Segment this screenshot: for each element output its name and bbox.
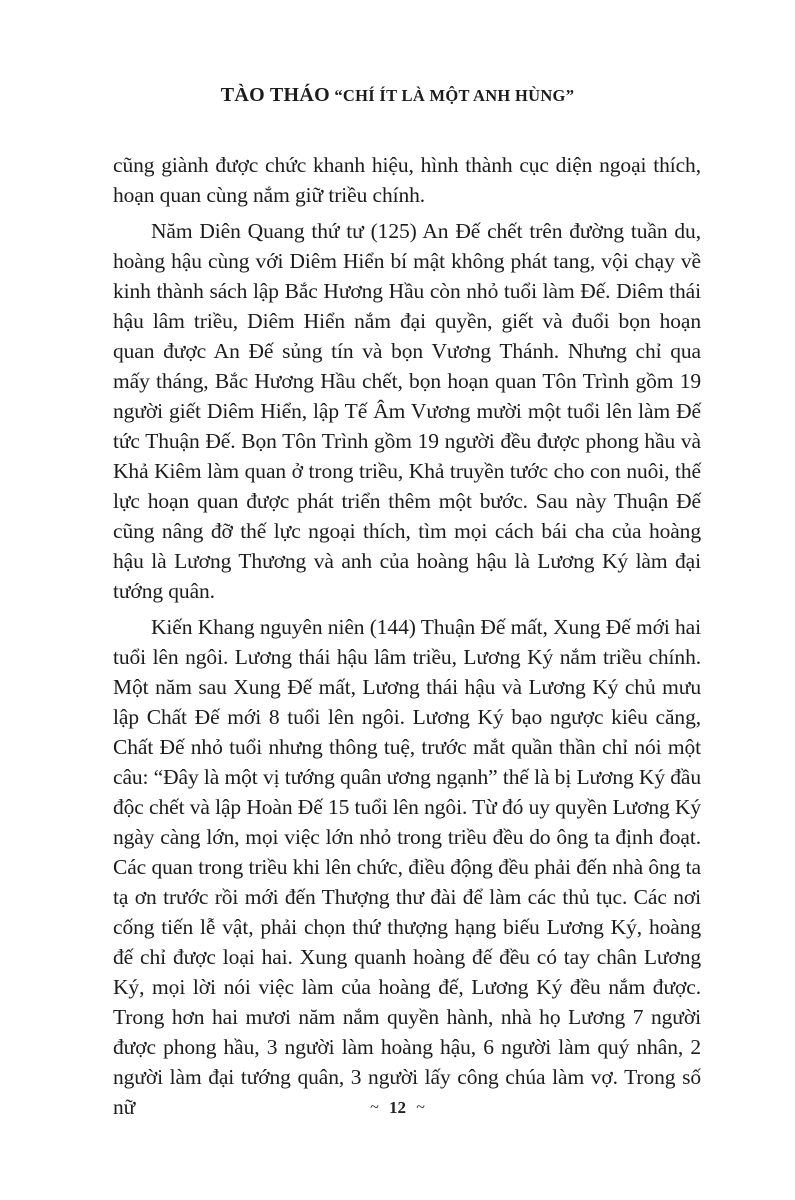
footer-left-tilde: ~: [370, 1099, 379, 1116]
page-footer: [0, 1098, 795, 1118]
body-paragraph: Kiến Khang nguyên niên (144) Thuận Đế mất, Xung Đế mới hai tuổi lên ngôi. Lương thái hậu lâm triều, Lương Ký nắm triều chính. Một năm sau Xung Đế mất, Lương thái hậu và Lương Ký chủ mưu lập Chất Đế mới 8 tuổi lên ngôi. Lương Ký bạo ngược kiêu căng, Chất Đế nhỏ tuổi nhưng thông tuệ, trước mắt quần thần chỉ nói một câu: “Đây là một vị tướng quân ương ngạnh” thế là bị Lương Ký đầu độc chết và lập Hoàn Đế 15 tuổi lên ngôi. Từ đó uy quyền Lương Ký ngày càng lớn, mọi việc lớn nhỏ trong triều đều do ông ta định đoạt. Các quan trong triều khi lên chức, điều động đều phải đến nhà ông ta tạ ơn trước rồi mới đến Thượng thư đài để làm các thủ tục. Các nơi cống tiến lễ vật, phải chọn thứ thượng hạng biếu Lương Ký, hoàng đế chỉ được loại hai. Xung quanh hoàng đế đều có tay chân Lương Ký, mọi lời nói việc làm của hoàng đế, Lương Ký đều nắm được. Trong hơn hai mươi năm nắm quyền hành, nhà họ Lương 7 người được phong hầu, 3 người làm hoàng hậu, 6 người làm quý nhân, 2 người làm đại tướng quân, 3 người lấy công chúa làm vợ. Trong số nữ: [113, 615, 701, 1119]
running-head-title: TÀO THÁO: [220, 84, 331, 106]
running-head-subtitle: “CHÍ ÍT LÀ MỘT ANH HÙNG”: [334, 86, 575, 105]
text-block: [113, 150, 701, 1128]
body-paragraph: Năm Diên Quang thứ tư (125) An Đế chết trên đường tuần du, hoàng hậu cùng với Diêm Hiển bí mật không phát tang, vội chạy về kinh thành sách lập Bắc Hương Hầu còn nhỏ tuổi làm Đế. Diêm thái hậu lâm triều, Diêm Hiển nắm đại quyền, giết và đuổi bọn hoạn quan được An Đế sủng tín và bọn Vương Thánh. Nhưng chỉ qua mấy tháng, Bắc Hương Hầu chết, bọn hoạn quan Tôn Trình gồm 19 người giết Diêm Hiển, lập Tế Âm Vương mười một tuổi lên làm Đế tức Thuận Đế. Bọn Tôn Trình gồm 19 người đều được phong hầu và Khả Kiêm làm quan ở trong triều, Khả truyền tước cho con nuôi, thế lực hoạn quan được phát triển thêm một bước. Sau này Thuận Đế cũng nâng đỡ thế lực ngoại thích, tìm mọi cách bái cha của hoàng hậu là Lương Thương và anh của hoàng hậu là Lương Ký làm đại tướng quân.: [113, 219, 701, 603]
page-number: 12: [389, 1098, 406, 1117]
footer-right-tilde: ~: [416, 1099, 425, 1116]
running-head: [0, 84, 795, 107]
body-paragraph: cũng giành được chức khanh hiệu, hình thành cục diện ngoại thích, hoạn quan cùng nắm giữ triều chính.: [113, 153, 701, 207]
